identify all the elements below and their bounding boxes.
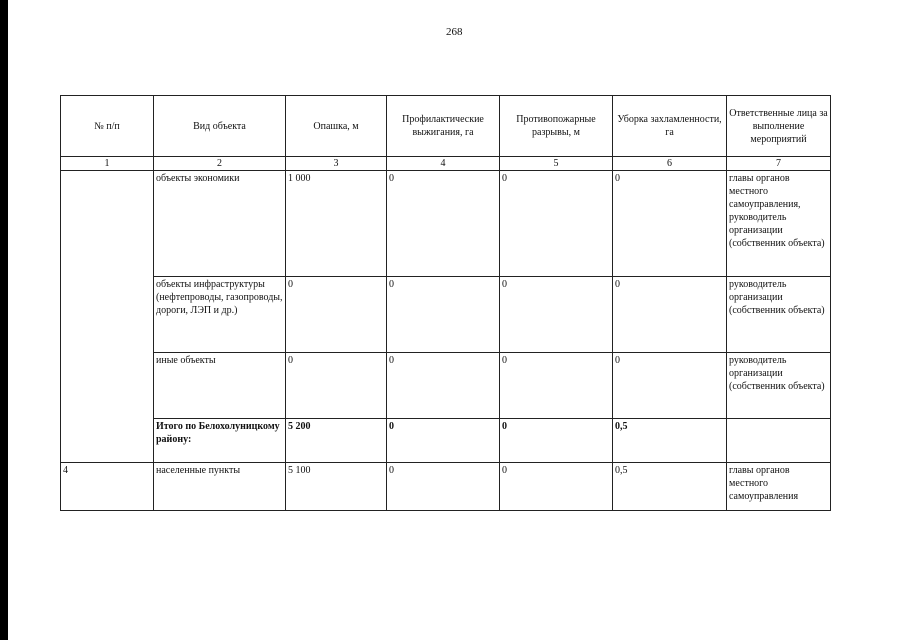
cell-type: объекты экономики — [154, 171, 286, 277]
table-row — [61, 171, 831, 277]
cell-type: населенные пункты — [154, 463, 286, 511]
scan-edge — [0, 0, 8, 640]
col-number: 5 — [500, 157, 613, 171]
header-num: № п/п — [61, 96, 154, 157]
header-plowing: Опашка, м — [286, 96, 387, 157]
cell-cleanup: 0 — [613, 171, 727, 277]
header-type: Вид объекта — [154, 96, 286, 157]
cell-plowing: 1 000 — [286, 171, 387, 277]
table-row — [61, 463, 831, 511]
column-number-row — [61, 157, 831, 171]
col-number: 7 — [727, 157, 831, 171]
cell-plowing: 5 100 — [286, 463, 387, 511]
cell-burning: 0 — [387, 277, 500, 353]
cell-type: иные объекты — [154, 353, 286, 419]
cell-cleanup: 0 — [613, 277, 727, 353]
col-number: 1 — [61, 157, 154, 171]
header-burning: Профилактические выжигания, га — [387, 96, 500, 157]
page-number: 268 — [446, 26, 463, 38]
cell-burning: 0 — [387, 419, 500, 463]
table-row-total — [61, 419, 831, 463]
cell-responsible: руководитель организации (собственник объекта) — [727, 353, 831, 419]
cell-breaks: 0 — [500, 353, 613, 419]
cell-burning: 0 — [387, 463, 500, 511]
cell-cleanup: 0 — [613, 353, 727, 419]
header-row — [61, 96, 831, 157]
cell-breaks: 0 — [500, 419, 613, 463]
cell-num — [61, 171, 154, 463]
cell-responsible: главы органов местного самоуправления — [727, 463, 831, 511]
cell-breaks: 0 — [500, 463, 613, 511]
col-number: 2 — [154, 157, 286, 171]
cell-type: объекты инфраструктуры (нефтепроводы, газопроводы, дороги, ЛЭП и др.) — [154, 277, 286, 353]
cell-breaks: 0 — [500, 171, 613, 277]
cell-responsible: руководитель организации (собственник объекта) — [727, 277, 831, 353]
header-breaks: Противопожарные разрывы, м — [500, 96, 613, 157]
cell-plowing: 0 — [286, 277, 387, 353]
cell-cleanup: 0,5 — [613, 419, 727, 463]
table-row — [61, 277, 831, 353]
col-number: 3 — [286, 157, 387, 171]
cell-responsible: главы органов местного самоуправления, руководитель организации (собственник объекта) — [727, 171, 831, 277]
cell-breaks: 0 — [500, 277, 613, 353]
col-number: 4 — [387, 157, 500, 171]
header-cleanup: Уборка захламленности, га — [613, 96, 727, 157]
col-number: 6 — [613, 157, 727, 171]
cell-num: 4 — [61, 463, 154, 511]
cell-plowing: 5 200 — [286, 419, 387, 463]
cell-plowing: 0 — [286, 353, 387, 419]
cell-type: Итого по Белохолуницкому району: — [154, 419, 286, 463]
cell-burning: 0 — [387, 171, 500, 277]
header-responsible: Ответственные лица за выполнение мероприятий — [727, 96, 831, 157]
cell-burning: 0 — [387, 353, 500, 419]
fire-prevention-table — [60, 95, 831, 511]
cell-cleanup: 0,5 — [613, 463, 727, 511]
cell-responsible — [727, 419, 831, 463]
table-row — [61, 353, 831, 419]
